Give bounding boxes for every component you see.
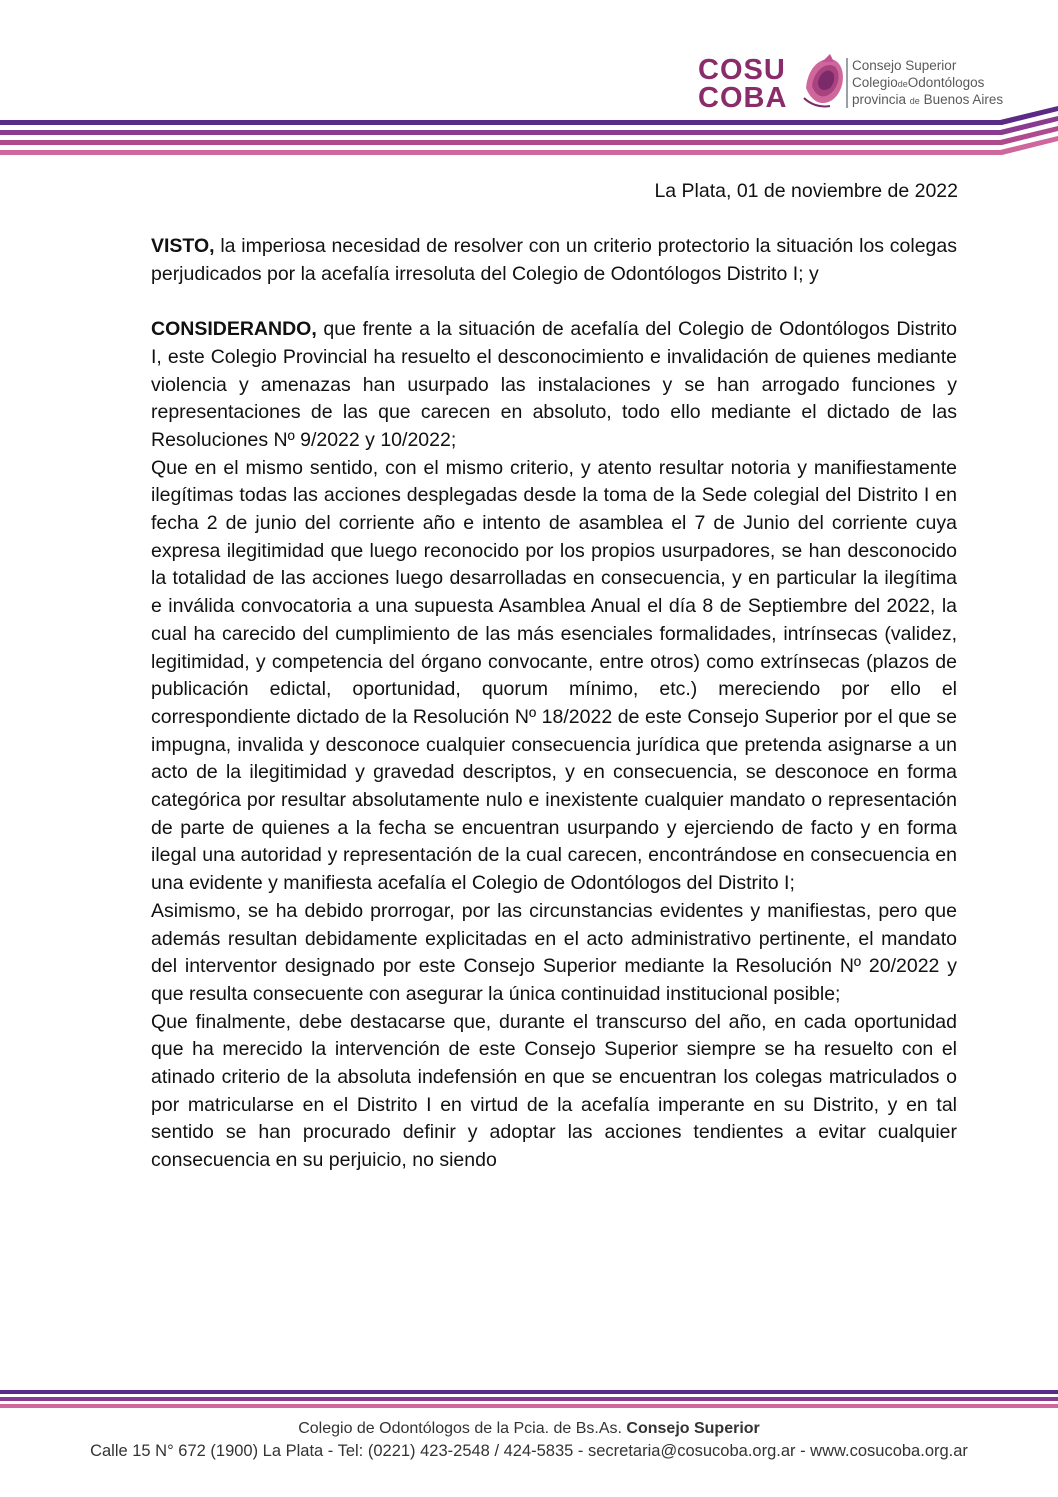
paragraph-4: Asimismo, se ha debido prorrogar, por las circunstancias evidentes y manifiestas, pero que además resultan debidamente explicitadas en el acto administrativo pertinente, el mandato del interventor designado por este Consejo Superior mediante la Resolución Nº 20/2022 y que resulta consecuente con asegurar la única continuidad institucional posible; [151, 899, 957, 1005]
paragraph-visto [151, 233, 957, 288]
logo-divider [846, 58, 848, 108]
visto-text: la imperiosa necesidad de resolver con un criterio protectorio la situación los colegas perjudicados por la acefalía irresoluta del Colegio de Odontólogos Distrito I; y [151, 235, 957, 285]
logo-line-2a: Colegio [852, 74, 898, 90]
header-stripes [0, 106, 1058, 168]
logo-line-3a: provincia [852, 92, 907, 107]
visto-label: VISTO, [151, 235, 215, 257]
footer-line-1 [0, 1418, 1058, 1440]
logo-text [852, 58, 1003, 110]
logo-line-2 [852, 75, 1003, 93]
cosucoba-logo [698, 52, 1008, 114]
flower-logo-icon [800, 52, 846, 110]
considerando-text: que frente a la situación de acefalía del Colegio de Odontólogos Distrito I, este Colegio Provincial ha resuelto el desconocimiento e invalidación de quienes mediante violencia y amenazas han usurpado las instalaciones y se han arrogado funciones y representaciones de las que carecen en absoluto, todo ello mediante el dictado de las Resoluciones Nº 9/2022 y 10/2022; [151, 318, 957, 451]
footer-institution: Colegio de Odontólogos de la Pcia. de Bs.As. [298, 1420, 622, 1437]
logo-word-cosu: COSU [698, 54, 786, 86]
document-date: La Plata, 01 de noviembre de 2022 [654, 180, 958, 202]
logo-line-3b: de [909, 96, 920, 106]
paragraph-considerando [151, 316, 957, 455]
logo-line-3c: Buenos Aires [923, 92, 1004, 107]
logo-line-2b: de [897, 78, 908, 89]
footer-contact: Calle 15 N° 672 (1900) La Plata - Tel: (0221) 423-2548 / 424-5835 - secretaria@cosucoba.org.ar - www.cosucoba.org.ar [90, 1442, 968, 1460]
footer-council: Consejo Superior [626, 1420, 760, 1437]
logo-line-1: Consejo Superior [852, 58, 957, 73]
paragraph-gap [151, 288, 957, 316]
logo-line-2c: Odontólogos [907, 74, 985, 90]
footer-stripes [0, 1388, 1058, 1412]
paragraph-5: Que finalmente, debe destacarse que, durante el transcurso del año, en cada oportunidad que ha merecido la intervención de este Consejo Superior siempre se ha resuelto con el atinado criterio de la absoluta indefensión en que se encuentran los colegas matriculados o por matricularse en el Distrito I en virtud de la acefalía imperante en su Distrito, y en tal sentido se han procurado definir y adoptar las acciones tendientes a evitar cualquier consecuencia en su perjuicio, no siendo [151, 1010, 957, 1172]
logo-word-coba: COBA [698, 82, 788, 114]
paragraph-3: Que en el mismo sentido, con el mismo criterio, y atento resultar notoria y manifiestamente ilegítimas todas las acciones desplegadas desde la toma de la Sede colegial del Distrito I en fecha 2 de junio del corriente año e intento de asamblea el 7 de Junio del corriente cuya expresa ilegitimidad que luego reconocido por los propios usurpadores, se han desconocido la totalidad de las acciones luego desarrolladas en consecuencia, y en particular la ilegítima e inválida convocatoria a una supuesta Asamblea Anual el día 8 de Septiembre del 2022, la cual ha carecido del cumplimiento de las más esenciales formalidades, intrínsecas (validez, legitimidad, y competencia del órgano convocante, entre otros) como extrínsecas (plazos de publicación edictal, oportunidad, quorum mínimo, etc.) mereciendo por ello el correspondiente dictado de la Resolución Nº 18/2022 de este Consejo Superior por el que se impugna, invalida y desconoce cualquier consecuencia jurídica que pretenda asignarse a un acto de la ilegitimidad y gravedad descriptos, y en consecuencia, se desconoce en forma categórica por resultar absolutamente nulo e inexistente cualquier mandato o representación de parte de quienes a la fecha se encuentran usurpando y ejerciendo de facto y en forma ilegal una autoridad y representación de la cual carecen, encontrándose en consecuencia en una evidente y manifiesta acefalía el Colegio de Odontólogos del Distrito I; [151, 456, 957, 895]
considerando-label: CONSIDERANDO, [151, 318, 317, 341]
document-body [151, 233, 957, 1175]
